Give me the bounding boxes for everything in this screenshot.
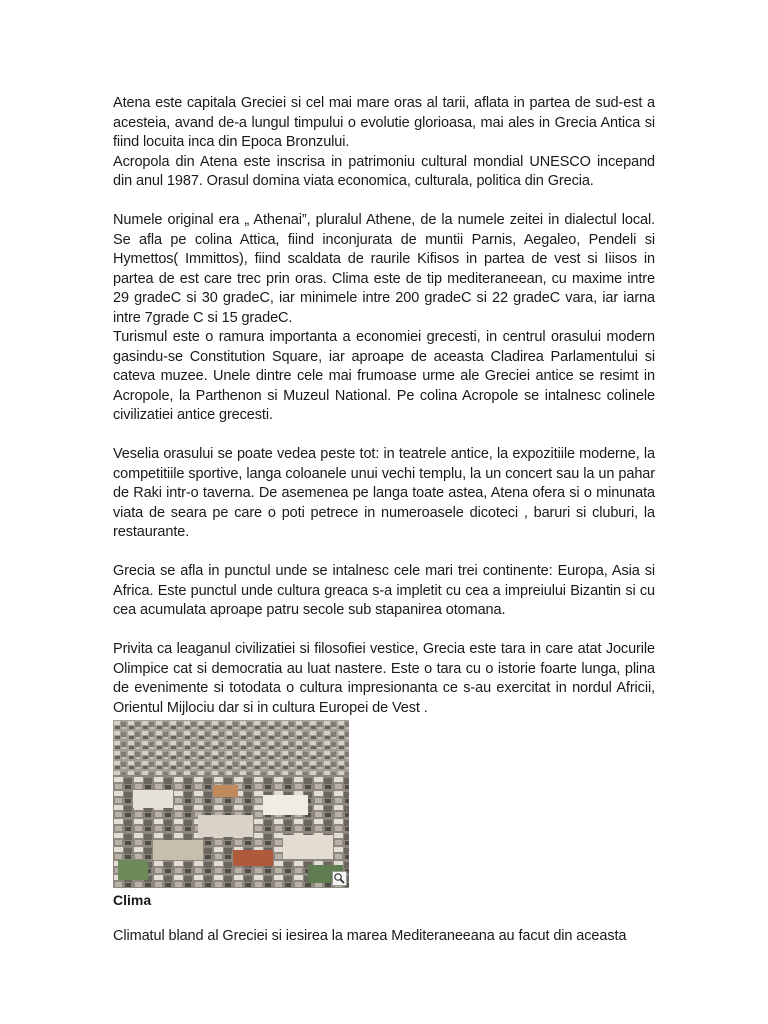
paragraph-continents: Grecia se afla in punctul unde se intalnesc cele mari trei continente: Europa, Asia si Africa. Este punctul unde cultura greaca s-a impletit cu cea a impreiului Bizantin si cu cea acumulata aproape patru secole sub stapanirea otomana.	[113, 563, 655, 618]
paragraph-civilization: Privita ca leaganul civilizatiei si filosofiei vestice, Grecia este tara in care atat Jocurile Olimpice cat si democratia au luat nastere. Este o tara cu o istorie foarte lunga, plina de evenimente si totodata o cultura impresionanta ce s-au exercitat in nordul Africii, Orientul Mijlociu dar si in cultura Europei de Vest .	[113, 641, 655, 716]
paragraph-name-origin: Numele original era „ Athenai”, pluralul Athene, de la numele zeitei in dialectul local. Se afla pe colina Attica, fiind inconjurata de muntii Parnis, Aegaleo, Pendeli si Hymettos( Immittos), fiind scaldata de raurile Kifisos in partea de vest si Iiisos in partea de est care trec prin oras. Clima este de tip mediteraneean, cu maxime intre 29 gradeC si 30 gradeC, iar minimele intre 200 gradeC si 22 gradeC vara, iar iarna intre 7grade C si 15 gradeC.	[113, 212, 655, 326]
paragraph-intro: Atena este capitala Greciei si cel mai mare oras al tarii, aflata in partea de sud-est a acesteia, avand de-a lungul timpului o evolutie glorioasa, mai ales in Grecia Antica si fiind locuita inca din Epoca Bronzului.	[113, 95, 655, 150]
paragraph-gap	[113, 621, 655, 641]
paragraph-climate: Climatul bland al Greciei si iesirea la marea Mediteraneeana au facut din aceasta	[113, 928, 627, 944]
paragraph-gap	[113, 543, 655, 563]
paragraph-tourism: Turismul este o ramura importanta a economiei grecesti, in centrul orasului modern gasindu-se Constitution Square, iar aproape de aceasta Cladirea Parlamentului si cateva muzee. Unele dintre cele mai frumoase urme ale Greciei antice se resimt in Acropole, la Parthenon si Muzeul National. Pe colina Acropole se intalnesc colinele civilizatiei antice grecesti.	[113, 329, 655, 423]
paragraph-gap	[113, 426, 655, 446]
athens-city-photo[interactable]	[113, 720, 349, 888]
section-heading-clima: Clima	[113, 892, 152, 908]
document-page	[113, 94, 655, 947]
paragraph-nightlife: Veselia orasului se poate vedea peste tot: in teatrele antice, la expozitiile moderne, la competitiile sportive, langa coloanele unui vechi templu, la un concert sau la un pahar de Raki intr-o taverna. De asemenea pe langa toate astea, Atena ofera si o minunata viata de seara pe care o poti petrece in numeroasele dicoteci , baruri si cluburi, la restaurante.	[113, 446, 655, 540]
paragraph-gap	[113, 192, 655, 212]
city-aerial-image	[113, 720, 349, 888]
paragraph-unesco: Acropola din Atena este inscrisa in patrimoniu cultural mondial UNESCO incepand din anul 1987. Orasul domina viata economica, culturala, politica din Grecia.	[113, 153, 655, 189]
zoom-magnifier-icon[interactable]	[332, 871, 347, 886]
